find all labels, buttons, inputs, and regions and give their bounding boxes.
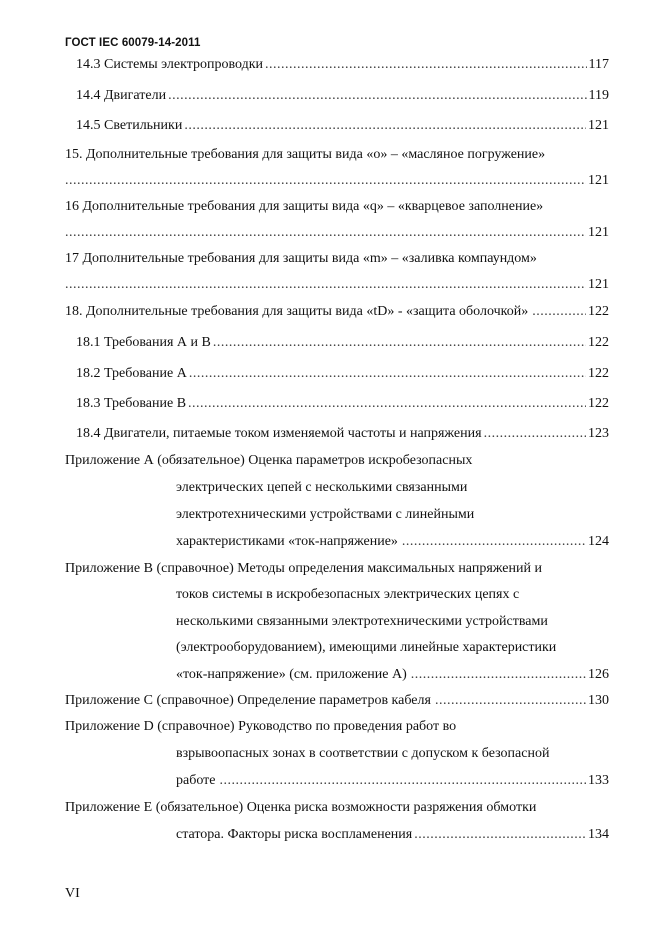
toc-entry-title: характеристиками «ток-напряжение» xyxy=(176,534,398,549)
dot-leader xyxy=(414,826,586,844)
dot-leader xyxy=(435,692,586,710)
appendix-e-title[interactable]: Приложение Е (обязательное) Оценка риска возможности разряжения обмотки xyxy=(65,800,537,815)
toc-entry[interactable] xyxy=(76,365,609,383)
dot-leader xyxy=(411,666,586,684)
toc-entry-title: 18.4 Двигатели, питаемые током изменяемой частоты и напряжения xyxy=(76,426,482,441)
toc-entry-page: 122 xyxy=(588,335,609,350)
toc-entry[interactable] xyxy=(65,303,609,321)
toc-entry-title: 18.2 Требование А xyxy=(76,366,187,381)
toc-entry-title: «ток-напряжение» (см. приложение А) xyxy=(176,667,407,682)
toc-entry-page: 121 xyxy=(588,225,609,240)
toc-entry-page: 119 xyxy=(588,88,609,103)
dot-leader xyxy=(213,334,586,352)
toc-entry-title[interactable]: 17 Дополнительные требования для защиты вида «m» – «заливка компаундом» xyxy=(65,251,537,266)
toc-entry-page: 121 xyxy=(588,173,609,188)
dot-leader xyxy=(484,425,586,443)
toc-entry-page: 122 xyxy=(588,396,609,411)
toc-entry[interactable] xyxy=(76,425,609,443)
toc-entry-page: 122 xyxy=(588,366,609,381)
appendix-a-continuation: электротехническими устройствами с линейными xyxy=(176,507,475,522)
appendix-b-continuation: несколькими связанными электротехническими устройствами xyxy=(176,614,548,629)
toc-entry-page: 121 xyxy=(588,118,609,133)
toc-entry-page: 117 xyxy=(588,57,609,72)
dot-leader xyxy=(65,224,586,242)
appendix-e-last-line[interactable] xyxy=(176,826,609,844)
dot-leader xyxy=(65,276,586,294)
appendix-a-continuation: электрических цепей с несколькими связанными xyxy=(176,480,468,495)
toc-entry[interactable] xyxy=(76,334,609,352)
document-code-header: ГОСТ IEC 60079-14-2011 xyxy=(65,37,201,49)
toc-entry-leader-line[interactable] xyxy=(65,276,609,294)
appendix-d-continuation: взрывоопасных зонах в соответствии с допуском к безопасной xyxy=(176,746,550,761)
toc-entry[interactable] xyxy=(76,56,609,74)
appendix-a-last-line[interactable] xyxy=(176,533,609,551)
appendix-d-last-line[interactable] xyxy=(176,772,609,790)
dot-leader xyxy=(189,365,586,383)
toc-entry-title: 14.4 Двигатели xyxy=(76,88,167,103)
toc-entry-page: 134 xyxy=(588,827,609,842)
dot-leader xyxy=(265,56,586,74)
dot-leader xyxy=(184,117,586,135)
appendix-b-continuation: токов системы в искробезопасных электрических цепях с xyxy=(176,587,520,602)
toc-entry[interactable] xyxy=(76,395,609,413)
toc-entry-title: 18.1 Требования А и В xyxy=(76,335,211,350)
appendix-b-last-line[interactable] xyxy=(176,666,609,684)
toc-entry-page: 121 xyxy=(588,277,609,292)
toc-entry-leader-line[interactable] xyxy=(65,224,609,242)
toc-entry[interactable] xyxy=(76,117,609,135)
appendix-d-title[interactable]: Приложение D (справочное) Руководство по проведения работ во xyxy=(65,719,457,734)
appendix-a-title[interactable]: Приложение А (обязательное) Оценка параметров искробезопасных xyxy=(65,453,473,468)
dot-leader xyxy=(532,303,586,321)
toc-entry-title: Приложение С (справочное) Определение параметров кабеля xyxy=(65,693,431,708)
page-number: VI xyxy=(65,886,80,901)
toc-entry-leader-line[interactable] xyxy=(65,172,609,190)
toc-entry-title: 14.5 Светильники xyxy=(76,118,183,133)
appendix-b-continuation: (электрооборудованием), имеющими линейные характеристики xyxy=(176,640,557,655)
toc-entry-title: статора. Факторы риска воспламенения xyxy=(176,827,413,842)
appendix-b-title[interactable]: Приложение В (справочное) Методы определения максимальных напряжений и xyxy=(65,561,542,576)
toc-entry[interactable] xyxy=(76,87,609,105)
toc-entry-page: 126 xyxy=(588,667,609,682)
toc-entry-title: работе xyxy=(176,773,216,788)
toc-entry-page: 122 xyxy=(588,304,609,319)
dot-leader xyxy=(188,395,586,413)
toc-entry-title[interactable]: 16 Дополнительные требования для защиты вида «q» – «кварцевое заполнение» xyxy=(65,199,544,214)
toc-entry-title: 14.3 Системы электропроводки xyxy=(76,57,264,72)
toc-entry-title[interactable]: 15. Дополнительные требования для защиты вида «о» – «масляное погружение» xyxy=(65,147,546,162)
toc-entry-title: 18. Дополнительные требования для защиты вида «tD» - «защита оболочкой» xyxy=(65,304,529,319)
dot-leader xyxy=(402,533,586,551)
dot-leader xyxy=(168,87,586,105)
dot-leader xyxy=(65,172,586,190)
toc-entry-page: 133 xyxy=(588,773,609,788)
toc-entry-page: 130 xyxy=(588,693,609,708)
toc-entry-page: 124 xyxy=(588,534,609,549)
appendix-c-line[interactable] xyxy=(65,692,609,710)
dot-leader xyxy=(219,772,586,790)
toc-entry-page: 123 xyxy=(588,426,609,441)
toc-entry-title: 18.3 Требование В xyxy=(76,396,187,411)
